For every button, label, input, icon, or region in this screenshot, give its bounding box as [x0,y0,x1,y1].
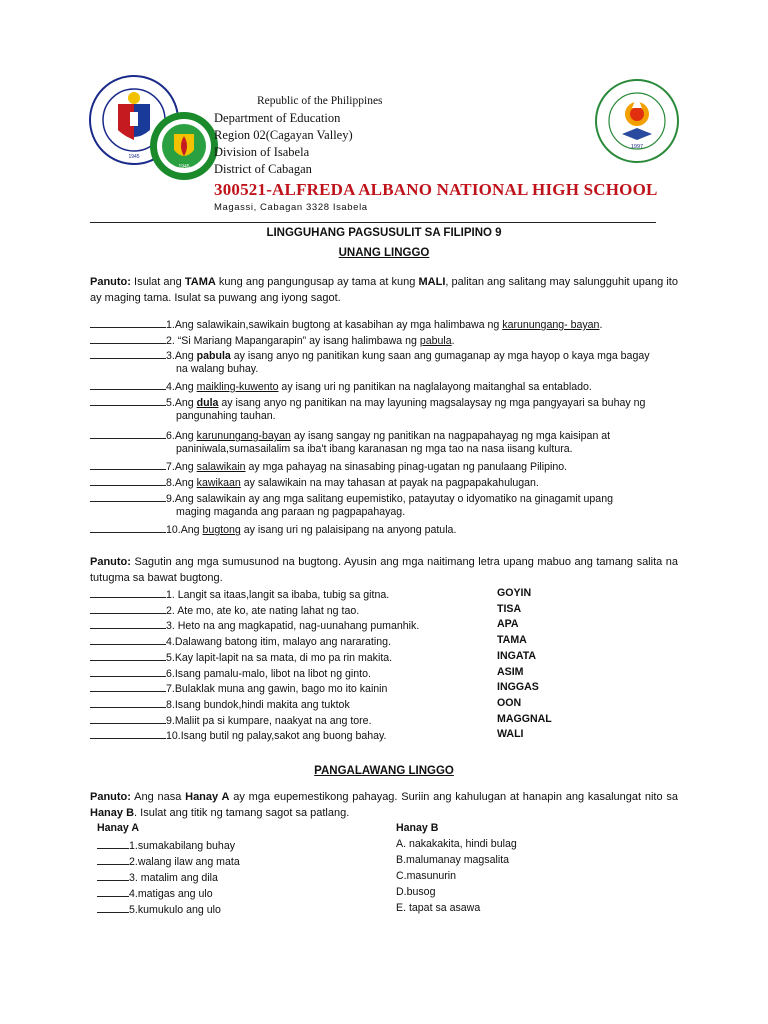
tf-text: ay salawikain na may tahasan at payak na pagpapakahulugan. [240,477,539,489]
answer-blank[interactable] [90,602,166,614]
answer-blank[interactable] [90,617,166,629]
tf-text: . [599,319,603,331]
match-item [97,853,240,871]
match-text: 2.walang ilaw ang mata [129,856,240,868]
instr-text: ay mga eupemestikong pahayag. Suriin ang kahulugan at hanapin ang kasalungat nito sa [229,791,679,803]
riddle-scrambled: INGATA [497,650,537,662]
riddle-scrambled: WALI [497,728,524,740]
school-seal-logo [594,78,680,164]
answer-blank[interactable] [90,586,166,598]
answer-blank[interactable] [90,521,166,533]
riddle-item [90,727,386,745]
riddle-item [90,649,392,667]
division-seal-year: 1945 [178,164,190,170]
tf-continuation: na walang buhay. [176,363,259,375]
riddle-text: 7.Bulaklak muna ang gawin, bago mo ito kainin [166,683,388,695]
riddle-text: 1. Langit sa itaas,langit sa ibaba, tubig sa gitna. [166,589,390,601]
tf-text: 1.Ang salawikain,sawikain bugtong at kasabihan ay mga halimbawa ng [166,319,503,331]
choice-item: A. nakakakita, hindi bulag [396,838,517,850]
match-item [97,837,235,855]
match-item [97,869,218,887]
match-text: 3. matalim ang dila [129,872,218,884]
tf-text: ay mga pahayag na sinasabing pinag-ugatan ng panulaang Pilipino. [245,461,568,473]
answer-blank[interactable] [90,427,166,439]
tf-underlined: karunungang- bayan [502,319,600,331]
instr-text: Sagutin ang mga sumusunod na bugtong. Ayusin ang mga naitimang letra upang mabuo ang tamang salita na tutugma sa bawat bugtong. [90,556,678,584]
riddle-item [90,696,350,714]
tf-text: ay isang uri ng palaisipang na anyong patula. [240,524,457,536]
answer-blank[interactable] [90,727,166,739]
riddle-item [90,633,391,651]
tf-continuation: pangunahing tauhan. [176,410,276,422]
match-item [97,885,213,903]
header-republic: Republic of the Philippines [257,95,383,107]
tf-text: . [451,335,455,347]
answer-blank[interactable] [90,474,166,486]
match-blank[interactable] [97,885,129,897]
tf-text: ay isang anyo ng panitikan kung saan ang gumaganap ay mga hayop o kaya mga bagay [230,350,650,362]
choice-item: C.masunurin [396,870,457,882]
tf-continuation: paniniwala,sumasailalim sa iba't ibang karanasan ng mga tao na nasa iisang kultura. [176,443,573,455]
tf-text: 8.Ang [166,477,197,489]
instr-text: , palitan ang salitang may salungguhit upang ito ay maging tama. Isulat sa puwang ang iyong sagot. [90,276,678,304]
tf-text: 6.Ang [166,430,197,442]
choice-item: E. tapat sa asawa [396,902,481,914]
instr-label: Panuto: [90,556,131,568]
riddle-text: 4.Dalawang batong itim, malayo ang nararating. [166,636,391,648]
match-text: 1.sumakabilang buhay [129,840,236,852]
riddle-scrambled: MAGGNAL [497,713,552,725]
riddle-instructions [90,555,678,586]
tf-continuation: maging maganda ang paraan ng pagpapahayag. [176,506,406,518]
riddle-text: 9.Maliit pa si kumpare, naakyat na ang tore. [166,715,372,727]
instr-text: Isulat ang [130,276,185,288]
answer-blank[interactable] [90,332,166,344]
answer-blank[interactable] [90,665,166,677]
instr-label: Panuto: [90,791,131,803]
header-region: Region 02(Cagayan Valley) [214,128,353,142]
tf-underlined: karunungang-bayan [196,430,291,442]
tf-text: ay isang anyo ng panitikan na may layuning magsalaysay ng mga pangyayari sa buhay ng [218,397,646,409]
answer-blank[interactable] [90,347,166,359]
riddle-text: 8.Isang bundok,hindi makita ang tuktok [166,699,350,711]
header-department: Department of Education [214,111,341,125]
answer-blank[interactable] [90,316,166,328]
column-b-header: Hanay B [396,822,439,834]
answer-blank[interactable] [90,696,166,708]
riddle-scrambled: INGGAS [497,681,539,693]
school-name: 300521-ALFREDA ALBANO NATIONAL HIGH SCHOOL [214,180,658,199]
tf-text: ay isang sangay ng panitikan na nagpapahayag ng mga kaisipan at [290,430,611,442]
match-blank[interactable] [97,901,129,913]
riddle-item [90,586,389,604]
tf-underlined: dula [196,397,219,409]
match-item [97,901,221,919]
tf-underlined: pabula [419,335,452,347]
tf-item [90,316,602,334]
header-divider [90,222,656,223]
riddle-scrambled: TAMA [497,634,527,646]
riddle-item [90,680,387,698]
svg-text:1945: 1945 [128,154,140,160]
header-district: District of Cabagan [214,162,312,176]
instr-mali: MALI [418,276,446,288]
answer-blank[interactable] [90,680,166,692]
answer-blank[interactable] [90,378,166,390]
week2-heading: PANGALAWANG LINGGO [314,765,454,777]
answer-blank[interactable] [90,649,166,661]
answer-blank[interactable] [90,458,166,470]
riddle-text: 5.Kay lapit-lapit na sa mata, di mo pa rin makita. [166,652,393,664]
tf-underlined: kawikaan [196,477,241,489]
tf-underlined: salawikain [196,461,246,473]
tf-item [90,458,567,476]
answer-blank[interactable] [90,490,166,502]
instr-label: Panuto: [90,276,131,288]
tf-text: 10.Ang [166,524,203,536]
tf-item [90,474,539,492]
school-seal-year: 1997 [630,144,644,150]
tf-text: 7.Ang [166,461,197,473]
tf-text: ay isang uri ng panitikan na naglalayong maitanghal sa entablado. [278,381,592,393]
riddle-scrambled: TISA [497,603,522,615]
week1-heading: UNANG LINGGO [338,247,430,259]
tf-bold: pabula [196,350,231,362]
header-division: Division of Isabela [214,145,310,159]
match-blank[interactable] [97,853,129,865]
week1-heading-wrap [0,247,768,259]
tf-item [90,521,456,539]
riddle-scrambled: OON [497,697,522,709]
tf-underlined: maikling-kuwento [196,381,279,393]
riddle-text: 2. Ate mo, ate ko, ate nating lahat ng tao. [166,605,360,617]
tf-underlined: bugtong [202,524,241,536]
choice-item: D.busog [396,886,436,898]
instr-tama: TAMA [184,276,216,288]
match-blank[interactable] [97,837,129,849]
tf-item [90,378,592,396]
tf-text: 4.Ang [166,381,197,393]
week2-heading-wrap [0,765,768,777]
riddle-item [90,617,419,635]
tf-text: 5.Ang [166,397,197,409]
instr-hanay-b: Hanay B [90,806,135,819]
answer-blank[interactable] [90,633,166,645]
riddle-text: 10.Isang butil ng palay,sakot ang buong bahay. [166,730,387,742]
page-title: LINGGUHANG PAGSUSULIT SA FILIPINO 9 [266,227,502,239]
answer-blank[interactable] [90,394,166,406]
riddle-text: 3. Heto na ang magkapatid, nag-uunahang pumanhik. [166,620,420,632]
match-text: 5.kumukulo ang ulo [129,904,221,916]
instr-text: kung ang pangungusap ay tama at kung [215,276,419,288]
match-text: 4.matigas ang ulo [129,888,213,900]
choice-item: B.malumanay magsalita [396,854,510,866]
riddle-scrambled: ASIM [497,666,524,678]
riddle-text: 6.Isang pamalu-malo, libot na libot ng ginto. [166,668,371,680]
riddle-scrambled: APA [497,618,519,630]
week1-instructions [90,275,678,306]
riddle-scrambled: GOYIN [497,587,532,599]
tf-text: 9.Ang salawikain ay ang mga salitang eupemistiko, patayutay o idyomatiko na ginagamit upang [166,493,613,505]
division-seal-logo [148,110,220,182]
tf-text: 2. “Si Mariang Mapangarapin” ay isang halimbawa ng [166,335,420,347]
instr-text: Ang nasa [130,791,186,803]
school-address: Magassi, Cabagan 3328 Isabela [214,202,368,213]
column-a-header: Hanay A [97,822,139,834]
instr-hanay-a: Hanay A [185,791,230,803]
answer-blank[interactable] [90,712,166,724]
tf-text: 3.Ang [166,350,197,362]
instr-text: . Isulat ang titik ng tamang sagot sa patlang. [134,806,350,819]
match-blank[interactable] [97,869,129,881]
tf-item [90,394,645,412]
tf-item [90,347,650,365]
week2-instructions [90,790,678,821]
